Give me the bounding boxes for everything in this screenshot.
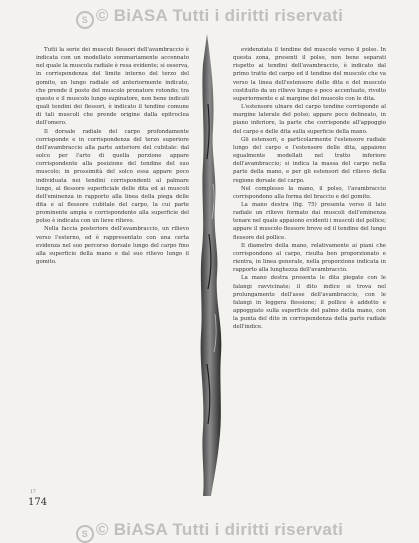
paragraph: Gli estensori, e particolarmente l'estensore radiale lungo del carpo e l'estensore delle dita, appaiono egualmente modellati nel tratto inferiore dell'avambraccio; si indica la massa del carpo nella parte della mano, e per gli estensori del rilievo della regione dorsale del carpo. bbox=[233, 136, 386, 184]
watermark-text: © BiASA Tutti i diritti riservati bbox=[95, 6, 344, 25]
paragraph: L'estensore ulnare del carpo tendine corrisponde al margine laterale del polso; appare poco delineato, in piano inferiore, la parte che corrisponde all'appoggio del carpo e delle dita sulla superficie della mano. bbox=[233, 104, 386, 135]
text-column-left bbox=[36, 46, 189, 266]
paragraph: La mano destra (fig. 75) presenta verso il lato radiale un rilievo formato dai muscoli dell'eminenza tenare nel quale appaiono evidenti i muscoli del pollice; appare il muscolo flessore breve ed il tendine del lungo flessore del pollice. bbox=[233, 201, 386, 241]
paragraph: Il dorsale radiale del carpo profondamente corrisponde e in corrispondenza del terzo superiore dell'avambraccio alla parte anteriore del cubitale: dal solco per l'arto di quella porzione appare corrispondente alla posizione del tendine del suo muscolo; in prossimità del solco essa appare poco individuata nei tendini corrispondenti al palmare lungo, al flessore superficiale delle dita ed ai muscoli dell'eminenza in rapporto alla linea della piega delle dita e al flessore cubitale del carpo, la cui parte prominente ampia e corrispondente alla superficie del polso è indicata con un lieve rilievo. bbox=[36, 128, 189, 225]
text-column-right bbox=[233, 46, 386, 331]
sculpture-figure-image bbox=[193, 34, 230, 496]
paragraph: evidenziata il tendine del muscolo verso il polso. In questa zona, presenti il polso, non bene separati rispetto ai tendini dell'avambraccio, è indicato dal primo tratto del carpo ed il tendine del muscolo che va verso la linea dell'estensore delle dita e del muscolo costituito da un rilievo lungo e poco accentuato, rivolto superiormente e al margine del muscolo con le dita. bbox=[233, 47, 386, 102]
paragraph: Tutti la serie dei muscoli flessori dell'avambraccio è indicata con un modellato sommariamente accennato nel quale la muscola radiale è resa evidente; si osserva, in corrispondenza del limite interno del terzo del gomito, un lungo radiale ed anteriormente indicato, che prende il posto del muscolo pronatore rotondo; tra questo e il muscolo lungo supinatore, non bene indicati quali tendini dei flessori, è indicato il tendine comune di tali muscoli che prende origine dalla epitroclea dell'omero. bbox=[36, 47, 189, 127]
paragraph: La mano destra presenta le dita piegate con le falangi ravvicinate; il dito indice si trova nel prolungamento dell'asse dell'avambraccio, con le falangi in leggera flessione; il pollice è addotto e appoggiato sulla superficie del palmo della mano, con la punta del dito in corrispondenza della parte radiale dell'indice. bbox=[233, 275, 386, 331]
figure-caption: 17 bbox=[30, 490, 36, 495]
watermark-text: © BiASA Tutti i diritti riservati bbox=[95, 520, 344, 539]
page-number: 174 bbox=[28, 497, 48, 508]
paragraph: Nella faccia posteriore dell'avambraccio, un rilievo verso l'esterno, ed è rappresentato con una certa evidenza nel suo percorso dorsale lungo del carpo fino alla superficie della mano e dal suo rilievo lungo il gomito. bbox=[36, 226, 189, 266]
paragraph: Nel complesso la mano, il polso, l'avambraccio corrispondono alla forma del braccio e del gomito. bbox=[233, 185, 386, 200]
biasa-logo-icon: S bbox=[76, 11, 94, 29]
biasa-logo-icon: S bbox=[76, 525, 94, 543]
watermark-bottom bbox=[0, 520, 419, 543]
paragraph: Il diametro della mano, relativamente ai piani che corrispondono al carpo, risulta ben proporzionato e rientra, in linea generale, nella proporzione indicata in rapporto alla lunghezza dell'avambraccio. bbox=[233, 242, 386, 274]
watermark-top bbox=[0, 6, 419, 29]
